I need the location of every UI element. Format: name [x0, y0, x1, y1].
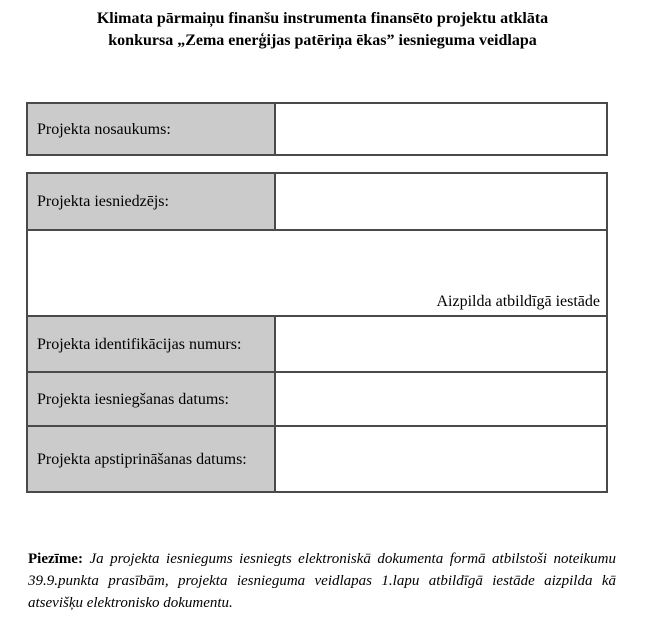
table-row [28, 315, 606, 371]
applicant-label: Projekta iesniedzējs: [28, 174, 276, 229]
table-row [28, 104, 606, 154]
table-row [28, 371, 606, 425]
submission-date-label: Projekta iesniegšanas datums: [28, 373, 276, 425]
authority-note: Aizpilda atbildīgā iestāde [28, 231, 606, 315]
project-id-field[interactable] [276, 317, 606, 371]
approval-date-field[interactable] [276, 427, 606, 491]
footnote-text: Ja projekta iesniegums iesniegts elektroniskā dokumenta formā atbilstoši noteikumu 39.9.punkta prasībām, projekta iesnieguma veidlapas 1.lapu atbildīgā iestāde aizpilda kā atsevišķu elektronisko dokumentu. [28, 551, 617, 611]
page-title-line-2: konkursa „Zema enerģijas patēriņa ēkas” iesnieguma veidlapa [108, 32, 537, 49]
project-id-label: Projekta identifikācijas numurs: [28, 317, 276, 371]
table-row [28, 174, 606, 229]
project-name-field[interactable] [276, 104, 606, 154]
page-title [0, 8, 645, 52]
submission-date-field[interactable] [276, 373, 606, 425]
footnote [28, 548, 616, 614]
applicant-field[interactable] [276, 174, 606, 229]
approval-date-label: Projekta apstiprināšanas datums: [28, 427, 276, 491]
project-details-table [26, 172, 608, 493]
page-title-line-1: Klimata pārmaiņu finanšu instrumenta finansēto projektu atklāta [96, 10, 549, 27]
table-row [28, 229, 606, 315]
table-row [28, 425, 606, 491]
project-name-label: Projekta nosaukums: [28, 104, 276, 154]
footnote-label: Piezīme: [28, 551, 83, 567]
project-name-table [26, 102, 608, 156]
